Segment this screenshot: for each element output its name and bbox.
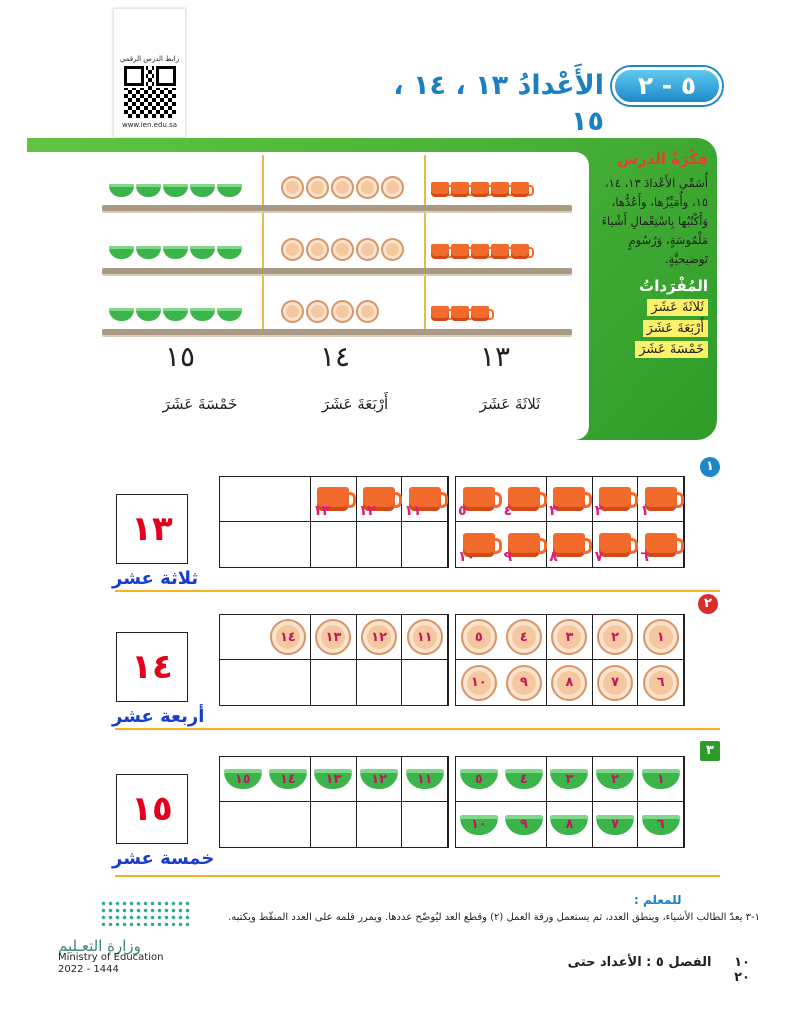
ten-frame-cell [638,660,684,705]
plate-icon: ٨ [551,665,587,701]
cup-icon [451,306,469,321]
ten-frame-cell [502,522,548,567]
answer-word: أربعة عشر [112,706,205,727]
bowl-icon: ١٢ [360,769,398,789]
qr-label: رابط الدرس الرقمي [119,55,180,63]
shelf-number-15: ١٥ [164,340,196,373]
answer-word: ثلاثة عشر [112,568,199,589]
ten-frame-cell [357,757,403,802]
plate-icon [381,238,404,261]
idea-title: فِكْرَةُ الدرس [617,150,708,168]
bowl-icon: ٣ [550,769,588,789]
ten-frame-cell [402,615,448,660]
ten-frame [455,756,685,848]
plate-icon: ١٤ [270,619,306,655]
cup-icon [431,306,449,321]
shelf [102,268,572,274]
ten-frame-cell [402,660,448,705]
ministry-year: 2022 - 1444 [58,964,119,975]
ten-frame-cell [547,522,593,567]
shelf-number-13: ١٣ [479,340,511,373]
ten-frame-cell [547,477,593,522]
ten-frame-cell [266,660,312,705]
ten-frame-cell [357,802,403,847]
ten-frame-cell [547,802,593,847]
cup-icon [511,244,529,259]
ten-frame [219,614,449,706]
count-label: ٥ [458,503,467,519]
ten-frame-cell [638,477,684,522]
ten-frame-cell [357,615,403,660]
plate-icon: ١٢ [361,619,397,655]
shelf-row-plate [280,176,405,203]
plate-icon [356,176,379,199]
ten-frame-cell [402,477,448,522]
shelf-row-cup [430,182,530,201]
ten-frame-cell [311,757,357,802]
cup-icon [508,487,540,511]
cup-icon [451,182,469,197]
plate-icon [281,238,304,261]
shelf-row-bowl [108,244,243,263]
ministry-name-en: Ministry of Education [58,952,164,963]
plate-icon [331,176,354,199]
bowl-icon [217,246,242,259]
shelf [102,205,572,211]
count-label: ٦ [640,549,649,565]
qr-url[interactable]: www.ien.edu.sa [121,121,178,129]
cup-icon [508,533,540,557]
ten-frame-cell [456,757,502,802]
ten-frame-cell [638,615,684,660]
cup-icon [463,487,495,511]
ten-frame-cell [402,802,448,847]
shelf [102,329,572,335]
ten-frame-cell [220,660,266,705]
plate-icon: ٣ [551,619,587,655]
cup-icon [431,244,449,259]
count-label: ٨ [549,549,558,565]
teacher-heading: للمعلم : [634,893,682,907]
ten-frame-cell [357,477,403,522]
ten-frame-cell [638,522,684,567]
ten-frame-cell [638,802,684,847]
ten-frame-cell [547,660,593,705]
bowl-icon: ٦ [642,815,680,835]
ten-frame-cell [402,757,448,802]
ten-frame-cell [547,757,593,802]
bowl-icon [190,246,215,259]
cup-icon [431,182,449,197]
count-label: ١١ [404,503,422,519]
count-label: ١٢ [358,503,376,519]
count-label: ٩ [503,549,513,565]
shelf-row-bowl [108,182,243,201]
bowl-icon [217,308,242,321]
ten-frame [219,756,449,848]
plate-icon: ١١ [407,619,443,655]
cup-icon [471,306,489,321]
cup-icon [599,487,631,511]
chapter-title: الفصل ٥ : الأعداد حتى ٢٠ [567,955,750,985]
shelf-divider [262,155,264,330]
exercise-divider [115,875,720,877]
plate-icon [306,300,329,323]
ten-frame-cell [357,522,403,567]
bowl-icon [163,246,188,259]
bowl-icon [190,308,215,321]
vocab-item: خَمْسَةَ عَشَرَ [635,341,708,358]
idea-text: أُسَمِّي الأَعْدادَ ١٣، ١٤، ١٥، وأُمَيِّزُها، وأَعُدُّها، وَأَكْتُبُها بِاسْتِعْمالِ أَشْياءَ مَلْمُوسَةٍ، وَرُسُومٍ تَوضيحيَّةٍ. [601,176,708,266]
shelf-word-13: ثَلاثَةَ عَشَرَ [479,395,541,413]
shelf-divider [424,155,426,330]
plate-icon [356,300,379,323]
shelf-word-15: خَمْسَةَ عَشَرَ [162,395,238,413]
plate-icon: ١ [643,619,679,655]
shelf-number-14: ١٤ [319,340,351,373]
count-label: ١٣ [313,503,331,519]
ten-frame-cell [266,522,312,567]
bowl-icon [136,246,161,259]
ten-frame-cell [502,660,548,705]
vocab-title: المُفْرَداتُ [639,277,708,295]
cup-icon [491,244,509,259]
bowl-icon [136,184,161,197]
vocab-item: ثَلاثَةَ عَشَرَ [647,299,708,316]
page-number: ١٠ [734,955,750,970]
shelf-row-bowl [108,306,243,325]
bowl-icon: ٤ [505,769,543,789]
plate-icon: ١٣ [315,619,351,655]
answer-box[interactable]: ١٣ [116,494,188,564]
plate-icon [306,176,329,199]
ten-frame-cell [547,615,593,660]
bowl-icon: ٢ [596,769,634,789]
ten-frame-cell [311,477,357,522]
shelf-word-14: أَرْبَعَةَ عَشَرَ [321,395,389,413]
ten-frame-cell [502,615,548,660]
ten-frame-cell [456,477,502,522]
ten-frame-cell [220,477,266,522]
page-title: الأَعْدادُ ١٣ ، ١٤ ، ١٥ [393,70,604,137]
bowl-icon: ١ [642,769,680,789]
bowl-icon: ١٠ [460,815,498,835]
ten-frame-cell [593,477,639,522]
ten-frame-cell [220,757,266,802]
ten-frame-cell [638,757,684,802]
ten-frame [219,476,449,568]
bowl-icon [163,308,188,321]
cup-icon [491,182,509,197]
count-label: ٢ [594,503,604,519]
ten-frame-cell [502,802,548,847]
bowl-icon: ١١ [406,769,444,789]
ten-frame-cell [311,522,357,567]
bowl-icon: ١٤ [269,769,307,789]
ten-frame-cell [311,660,357,705]
ten-frame-cell [220,522,266,567]
shelf-row-cup [430,306,490,325]
exercise-badge-1: ١ [700,457,720,477]
bowl-icon [109,308,134,321]
plate-icon: ١٠ [461,665,497,701]
ten-frame-cell [593,660,639,705]
ten-frame-cell [593,802,639,847]
plate-icon: ٥ [461,619,497,655]
ten-frame-cell [311,802,357,847]
ten-frame [455,476,685,568]
cup-icon [471,244,489,259]
plate-icon: ٤ [506,619,542,655]
count-label: ١٠ [458,549,476,565]
ten-frame-cell [266,757,312,802]
count-label: ٤ [503,503,513,519]
exercise-divider [115,728,720,730]
plate-icon [331,238,354,261]
ten-frame-cell [456,660,502,705]
count-label: ١ [640,503,649,519]
ten-frame-cell [456,802,502,847]
bowl-icon [136,308,161,321]
bowl-icon [109,184,134,197]
plate-icon: ٢ [597,619,633,655]
plate-icon [306,238,329,261]
answer-box[interactable]: ١٥ [116,774,188,844]
ten-frame-cell [220,802,266,847]
exercise-badge-2: ٢ [698,594,718,614]
cup-icon [511,182,529,197]
cup-icon [471,182,489,197]
ten-frame [455,614,685,706]
bowl-icon [163,184,188,197]
lesson-idea-panel [596,150,708,433]
bowl-icon [109,246,134,259]
plate-icon [381,176,404,199]
qr-code-box[interactable] [113,8,186,138]
lesson-number-badge: ٥ - ٢ [612,67,722,105]
plate-icon: ٦ [643,665,679,701]
cup-icon [553,487,585,511]
bowl-icon: ٨ [550,815,588,835]
bowl-icon: ٩ [505,815,543,835]
ten-frame-cell [456,522,502,567]
exercise-badge-3: ٣ [700,741,720,761]
exercise-divider [115,590,720,592]
ten-frame-cell [402,522,448,567]
ten-frame-cell [357,660,403,705]
bowl-icon: ٥ [460,769,498,789]
bowl-icon [190,184,215,197]
plate-icon: ٩ [506,665,542,701]
ten-frame-cell [593,522,639,567]
ten-frame-cell [456,615,502,660]
bowl-icon [217,184,242,197]
ten-frame-cell [266,802,312,847]
plate-icon: ٧ [597,665,633,701]
cup-icon [451,244,469,259]
ministry-name-ar: وزارة التعـليم [58,937,141,955]
ten-frame-cell [266,615,312,660]
shelf-row-plate [280,300,380,327]
cup-icon [645,487,677,511]
count-label: ٧ [594,549,604,565]
count-label: ٣ [549,503,558,519]
ten-frame-cell [502,757,548,802]
plate-icon [281,176,304,199]
plate-icon [356,238,379,261]
qr-code-icon[interactable] [124,66,176,118]
cup-icon [553,533,585,557]
cup-icon [645,533,677,557]
ten-frame-cell [502,477,548,522]
vocab-item: أَرْبَعَةَ عَشَرَ [643,320,708,337]
bowl-icon: ١٣ [314,769,352,789]
ten-frame-cell [593,757,639,802]
cup-icon [599,533,631,557]
chapter-footer [555,955,750,985]
ten-frame-cell [266,477,312,522]
plate-icon [281,300,304,323]
ten-frame-cell [593,615,639,660]
answer-box[interactable]: ١٤ [116,632,188,702]
teacher-note: ١-٣ يعدّ الطالب الأشياء، وينطق العدد، ثم يستعمل ورقة العمل (٢) وقطع العد ليُوضّح عددها. ويمرر قلمه على العدد المنقّط ويكتبه. [228,912,760,923]
ten-frame-cell [220,615,266,660]
bowl-icon: ١٥ [224,769,262,789]
ministry-logo [58,937,164,976]
shelf-row-cup [430,244,530,263]
shelf-row-plate [280,238,405,265]
answer-word: خمسة عشر [112,848,215,869]
bowl-icon: ٧ [596,815,634,835]
ten-frame-cell [311,615,357,660]
plate-icon [331,300,354,323]
ministry-dots-icon [100,900,190,926]
